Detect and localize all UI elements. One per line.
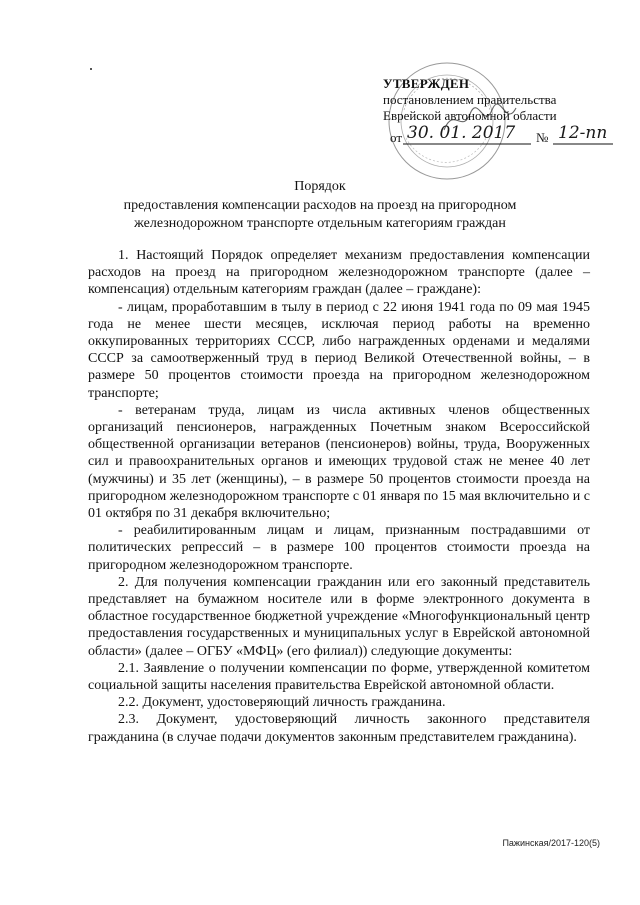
approval-date-line (383, 123, 623, 146)
handwritten-number: 12-пп (558, 123, 608, 143)
paragraph-2-1: 2.1. Заявление о получении компенсации по форме, утвержденной комитетом социальной защиты населения правительства Еврейской автономной области. (88, 660, 590, 694)
document-body (88, 247, 590, 746)
approval-word: УТВЕРЖДЕН (383, 76, 470, 91)
number-prefix: № (536, 130, 549, 145)
document-subtitle-line-2: железнодорожном транспорте отдельным категориям граждан (134, 216, 506, 231)
paragraph-2-2: 2.2. Документ, удостоверяющий личность гражданина. (118, 695, 446, 711)
paragraph-1-item-1: - лицам, проработавшим в тылу в период с 22 июня 1941 года по 09 мая 1945 года не менее шести месяцев, исключая период работы на временно оккупированных территориях СССР, либо награжденных орденами и медалями СССР за самоотверженный труд в период Великой Отечественной войны, – в размере 50 процентов стоимости проезда на пригородном железнодорожном транспорте; (88, 299, 590, 401)
document-reference-footer: Пажинская/2017-120(5) (502, 838, 600, 848)
approval-line-2: Еврейской автономной области (383, 108, 557, 123)
paragraph-2-3: 2.3. Документ, удостоверяющий личность законного представителя гражданина (в случае подачи документов законным представителем гражданина). (88, 712, 590, 745)
paragraph-1: 1. Настоящий Порядок определяет механизм предоставления компенсации расходов на проезд на пригородном железнодорожном транспорте (далее – компенсация) отдельным категориям граждан (далее – граждане): (88, 248, 590, 298)
paragraph-1-item-3: - реабилитированным лицам и лицам, признанным пострадавшими от политических репрессий – в размере 100 процентов стоимости проезда на пригородном железнодорожном транспорте. (88, 523, 590, 573)
paragraph-1-item-2: - ветеранам труда, лицам из числа активных членов общественных организаций пенсионеров, награжденных Почетным знаком Всероссийской общественной организации ветеранов (пенсионеров) войны, труда, Вооруженных сил и правоохранительных органов и имеющих трудовой стаж не менее 40 лет (мужчины) и 35 лет (женщины), – в размере 50 процентов стоимости проезда на пригородном железнодорожном транспорте с 01 января по 15 мая включительно и с 01 октября по 31 декабря включительно; (88, 402, 590, 522)
date-prefix: от (390, 130, 403, 145)
number-underline (553, 143, 613, 145)
date-underline (403, 143, 531, 145)
handwritten-date: 30. 01. 2017 (407, 123, 516, 143)
approval-line-1: постановлением правительства (383, 92, 557, 107)
scan-speck (90, 68, 92, 70)
document-subtitle-line-1: предоставления компенсации расходов на проезд на пригородном (123, 198, 517, 213)
document-title: Порядок (294, 179, 346, 194)
approval-block (383, 76, 623, 146)
paragraph-2: 2. Для получения компенсации гражданин или его законный представитель представляет на бумажном носителе или в форме электронного документа в областное государственное бюджетной учреждение «Многофункциональный центр предоставления государственных и муниципальных услуг в Еврейской автономной области» (далее – ОГБУ «МФЦ» (его филиал)) следующие документы: (88, 574, 590, 659)
